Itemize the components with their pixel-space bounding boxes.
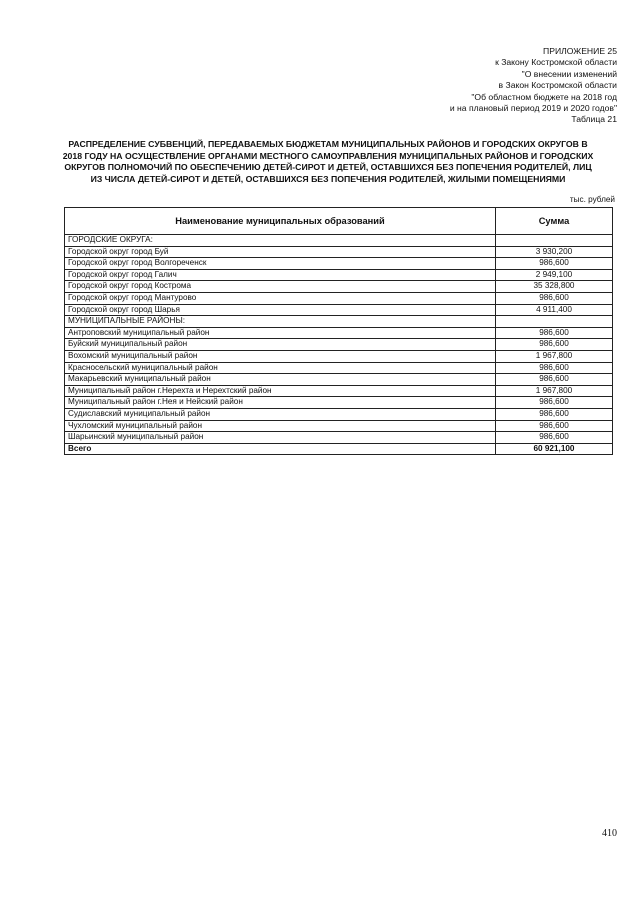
page-number: 410	[602, 828, 617, 839]
sum-cell: 986,600	[496, 420, 613, 432]
municipality-name-cell: Городской округ город Волгореченск	[65, 258, 496, 270]
table-row	[65, 246, 613, 258]
appendix-line: и на плановый период 2019 и 2020 годов"	[449, 103, 617, 114]
sum-cell: 986,600	[496, 408, 613, 420]
municipality-name-cell: ГОРОДСКИЕ ОКРУГА:	[65, 235, 496, 247]
column-header-name: Наименование муниципальных образований	[65, 208, 496, 235]
table-row	[65, 269, 613, 281]
municipality-name-cell: Городской округ город Мантурово	[65, 292, 496, 304]
sum-cell: 986,600	[496, 397, 613, 409]
sum-cell: 4 911,400	[496, 304, 613, 316]
table-row	[65, 408, 613, 420]
appendix-line: ПРИЛОЖЕНИЕ 25	[543, 46, 617, 56]
appendix-line: в Закон Костромской области	[498, 80, 617, 91]
document-title: РАСПРЕДЕЛЕНИЕ СУБВЕНЦИЙ, ПЕРЕДАВАЕМЫХ БЮДЖЕТАМ МУНИЦИПАЛЬНЫХ РАЙОНОВ И ГОРОДСКИХ ОКРУГОВ В 2018 ГОДУ НА ОСУЩЕСТВЛЕНИЕ ОРГАНАМИ МЕСТНОГО САМОУПРАВЛЕНИЯ МУНИЦИПАЛЬНЫХ РАЙОНОВ И ГОРОДСКИХ ОКРУГОВ ПОЛНОМОЧИЙ ПО ОБЕСПЕЧЕНИЮ ДЕТЕЙ-СИРОТ И ДЕТЕЙ, ОСТАВШИХСЯ БЕЗ ПОПЕЧЕНИЯ РОДИТЕЛЕЙ, ЛИЦ ИЗ ЧИСЛА ДЕТЕЙ-СИРОТ И ДЕТЕЙ, ОСТАВШИХСЯ БЕЗ ПОПЕЧЕНИЯ РОДИТЕЛЕЙ, ЖИЛЫМИ ПОМЕЩЕНИЯМИ	[62, 139, 594, 184]
municipality-name-cell: МУНИЦИПАЛЬНЫЕ РАЙОНЫ:	[65, 316, 496, 328]
sum-cell	[496, 316, 613, 328]
municipality-name-cell: Красносельский муниципальный район	[65, 362, 496, 374]
table-row	[65, 432, 613, 444]
table-body	[65, 235, 613, 455]
municipality-name-cell: Антроповский муниципальный район	[65, 327, 496, 339]
units-label: тыс. рублей	[569, 195, 615, 204]
table-row	[65, 258, 613, 270]
total-label: Всего	[65, 443, 496, 455]
municipality-name-cell: Макарьевский муниципальный район	[65, 374, 496, 386]
table-row	[65, 350, 613, 362]
table-row	[65, 362, 613, 374]
municipality-name-cell: Вохомский муниципальный район	[65, 350, 496, 362]
subvention-table	[64, 207, 613, 455]
appendix-line: "Об областном бюджете на 2018 год	[471, 91, 617, 102]
sum-cell: 1 967,800	[496, 385, 613, 397]
table-row	[65, 397, 613, 409]
table-row	[65, 374, 613, 386]
municipality-name-cell: Городской округ город Шарья	[65, 304, 496, 316]
table-header-row	[65, 208, 613, 235]
municipality-name-cell: Городской округ город Галич	[65, 269, 496, 281]
table-number: Таблица 21	[571, 114, 617, 125]
sum-cell: 986,600	[496, 292, 613, 304]
sum-cell: 986,600	[496, 374, 613, 386]
table-row	[65, 304, 613, 316]
sum-cell: 986,600	[496, 432, 613, 444]
sum-cell: 2 949,100	[496, 269, 613, 281]
sum-cell: 3 930,200	[496, 246, 613, 258]
municipality-name-cell: Буйский муниципальный район	[65, 339, 496, 351]
total-sum: 60 921,100	[496, 443, 613, 455]
table-row	[65, 281, 613, 293]
municipality-name-cell: Муниципальный район г.Нея и Нейский район	[65, 397, 496, 409]
appendix-line: "О внесении изменений	[521, 68, 617, 79]
table-row	[65, 327, 613, 339]
table-row	[65, 385, 613, 397]
sum-cell: 986,600	[496, 362, 613, 374]
municipality-name-cell: Судиславский муниципальный район	[65, 408, 496, 420]
municipality-name-cell: Чухломский муниципальный район	[65, 420, 496, 432]
municipality-name-cell: Городской округ город Кострома	[65, 281, 496, 293]
sum-cell: 1 967,800	[496, 350, 613, 362]
sum-cell: 986,600	[496, 339, 613, 351]
sum-cell: 35 328,800	[496, 281, 613, 293]
appendix-header	[450, 46, 617, 126]
table-row	[65, 235, 613, 247]
table-row	[65, 339, 613, 351]
total-row	[65, 443, 613, 455]
column-header-sum: Сумма	[496, 208, 613, 235]
municipality-name-cell: Шарьинский муниципальный район	[65, 432, 496, 444]
municipality-name-cell: Городской округ город Буй	[65, 246, 496, 258]
table-row	[65, 292, 613, 304]
table-row	[65, 420, 613, 432]
appendix-line: к Закону Костромской области	[495, 57, 617, 68]
sum-cell: 986,600	[496, 327, 613, 339]
table-row	[65, 316, 613, 328]
municipality-name-cell: Муниципальный район г.Нерехта и Нерехтский район	[65, 385, 496, 397]
sum-cell	[496, 235, 613, 247]
sum-cell: 986,600	[496, 258, 613, 270]
